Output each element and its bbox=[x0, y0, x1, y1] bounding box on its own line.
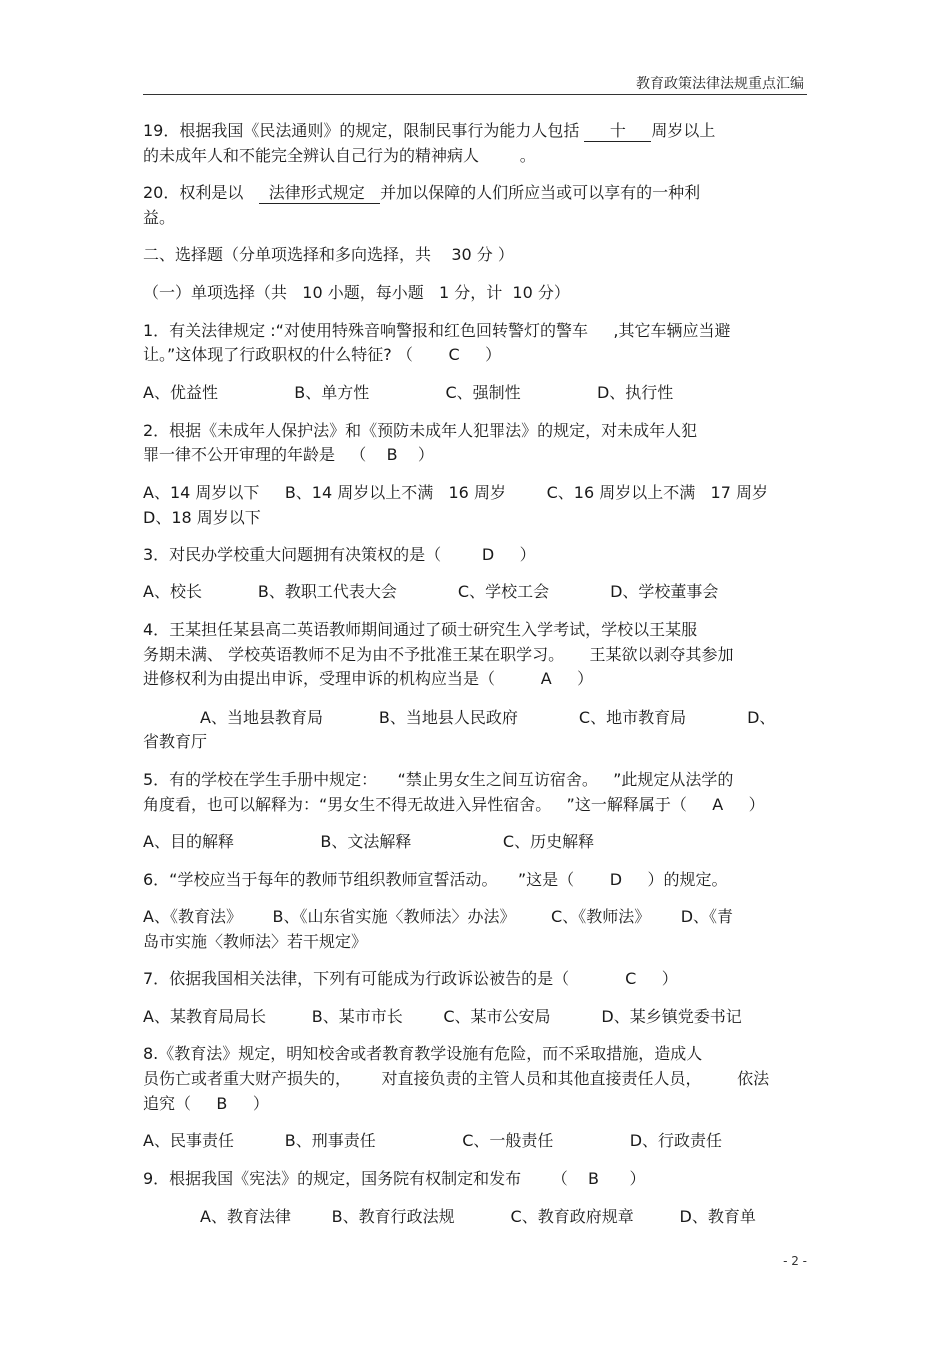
question-2-line-1: 2．根据《未成年人保护法》和《预防未成年人犯罪法》的规定，对未成年人犯 bbox=[143, 421, 698, 440]
question-3-line-1: 3．对民办学校重大问题拥有决策权的是（ D ） bbox=[143, 545, 536, 564]
page-number: - 2 - bbox=[783, 1254, 807, 1268]
question-19-answer-blank: 十 bbox=[584, 121, 652, 140]
question-7-options: A、某教育局局长 B、某市市长 C、某市公安局 D、某乡镇党委书记 bbox=[143, 1007, 742, 1026]
question-6-line-1: 6．“学校应当于每年的教师节组织教师宣誓活动。 ”这是（ D ）的规定。 bbox=[143, 870, 728, 889]
question-19-line-2: 的未成年人和不能完全辨认自己行为的精神病人 。 bbox=[143, 146, 536, 165]
question-19-text-b: 周岁以上 bbox=[651, 121, 716, 140]
question-19-line-1 bbox=[143, 121, 715, 141]
question-8-line-2: 员伤亡或者重大财产损失的， 对直接负责的主管人员和其他直接责任人员， 依法 bbox=[143, 1069, 770, 1088]
question-4-line-2: 务期未满、 学校英语教师不足为由不予批准王某在职学习。 王某欲以剥夺其参加 bbox=[143, 645, 734, 664]
question-4-options-line-2: 省教育厅 bbox=[143, 732, 208, 751]
question-4-line-1: 4．王某担任某县高二英语教师期间通过了硕士研究生入学考试，学校以王某服 bbox=[143, 620, 698, 639]
question-3-options: A、校长 B、教职工代表大会 C、学校工会 D、学校董事会 bbox=[143, 582, 719, 601]
question-9-line-1: 9．根据我国《宪法》的规定，国务院有权制定和发布 （ B ） bbox=[143, 1169, 646, 1188]
question-2-line-2: 罪一律不公开审理的年龄是 （ B ） bbox=[143, 445, 434, 464]
question-8-options: A、民事责任 B、刑事责任 C、一般责任 D、行政责任 bbox=[143, 1131, 723, 1150]
question-20-answer-blank: 法律形式规定 bbox=[258, 183, 381, 202]
header-divider bbox=[143, 94, 807, 95]
question-20-line-2: 益。 bbox=[143, 208, 176, 227]
question-1-line-1: 1．有关法律规定 :“对使用特殊音响警报和红色回转警灯的警车 ,其它车辆应当避 bbox=[143, 321, 731, 340]
question-19-text-a: 19．根据我国《民法通则》的规定，限制民事行为能力人包括 bbox=[143, 121, 585, 140]
question-20-text-b: 并加以保障的人们所应当或可以享有的一种利 bbox=[380, 183, 701, 202]
question-8-line-1: 8.《教育法》规定，明知校舍或者教育教学设施有危险，而不采取措施，造成人 bbox=[143, 1044, 703, 1063]
question-8-line-3: 追究（ B ） bbox=[143, 1094, 269, 1113]
question-5-line-1: 5．有的学校在学生手册中规定： “禁止男女生之间互访宿舍。 ”此规定从法学的 bbox=[143, 770, 734, 789]
section-heading-choice: 二、选择题（分单项选择和多向选择，共 30 分 ） bbox=[143, 245, 514, 264]
subsection-heading-single-choice: （一）单项选择（共 10 小题，每小题 1 分，计 10 分） bbox=[143, 283, 570, 302]
question-7-line-1: 7．依据我国相关法律，下列有可能成为行政诉讼被告的是（ C ） bbox=[143, 969, 678, 988]
question-20-text-a: 20．权利是以 bbox=[143, 183, 259, 202]
question-4-line-3: 进修权利为由提出申诉，受理申诉的机构应当是（ A ） bbox=[143, 669, 594, 688]
question-5-options: A、目的解释 B、文法解释 C、历史解释 bbox=[143, 832, 595, 851]
question-9-options: A、教育法律 B、教育行政法规 C、教育政府规章 D、教育单 bbox=[200, 1207, 756, 1226]
question-1-options: A、优益性 B、单方性 C、强制性 D、执行性 bbox=[143, 383, 674, 402]
question-2-options-line-2: D、18 周岁以下 bbox=[143, 508, 261, 527]
question-20-line-1 bbox=[143, 183, 700, 203]
question-4-options-line-1: A、当地县教育局 B、当地县人民政府 C、地市教育局 D、 bbox=[200, 708, 776, 727]
question-1-line-2: 让。”这体现了行政职权的什么特征? （ C ） bbox=[143, 345, 502, 364]
document-header-title: 教育政策法律法规重点汇编 bbox=[636, 76, 804, 92]
question-6-options-line-1: A、《教育法》 B、《山东省实施〈教师法〉办法》 C、《教师法》 D、《青 bbox=[143, 907, 734, 926]
question-6-options-line-2: 岛市实施〈教师法〉若干规定》 bbox=[143, 932, 368, 951]
question-5-line-2: 角度看，也可以解释为：“男女生不得无故进入异性宿舍。 ”这一解释属于（ A ） bbox=[143, 795, 765, 814]
question-2-options-line-1: A、14 周岁以下 B、14 周岁以上不满 16 周岁 C、16 周岁以上不满 17 周岁 bbox=[143, 483, 768, 502]
